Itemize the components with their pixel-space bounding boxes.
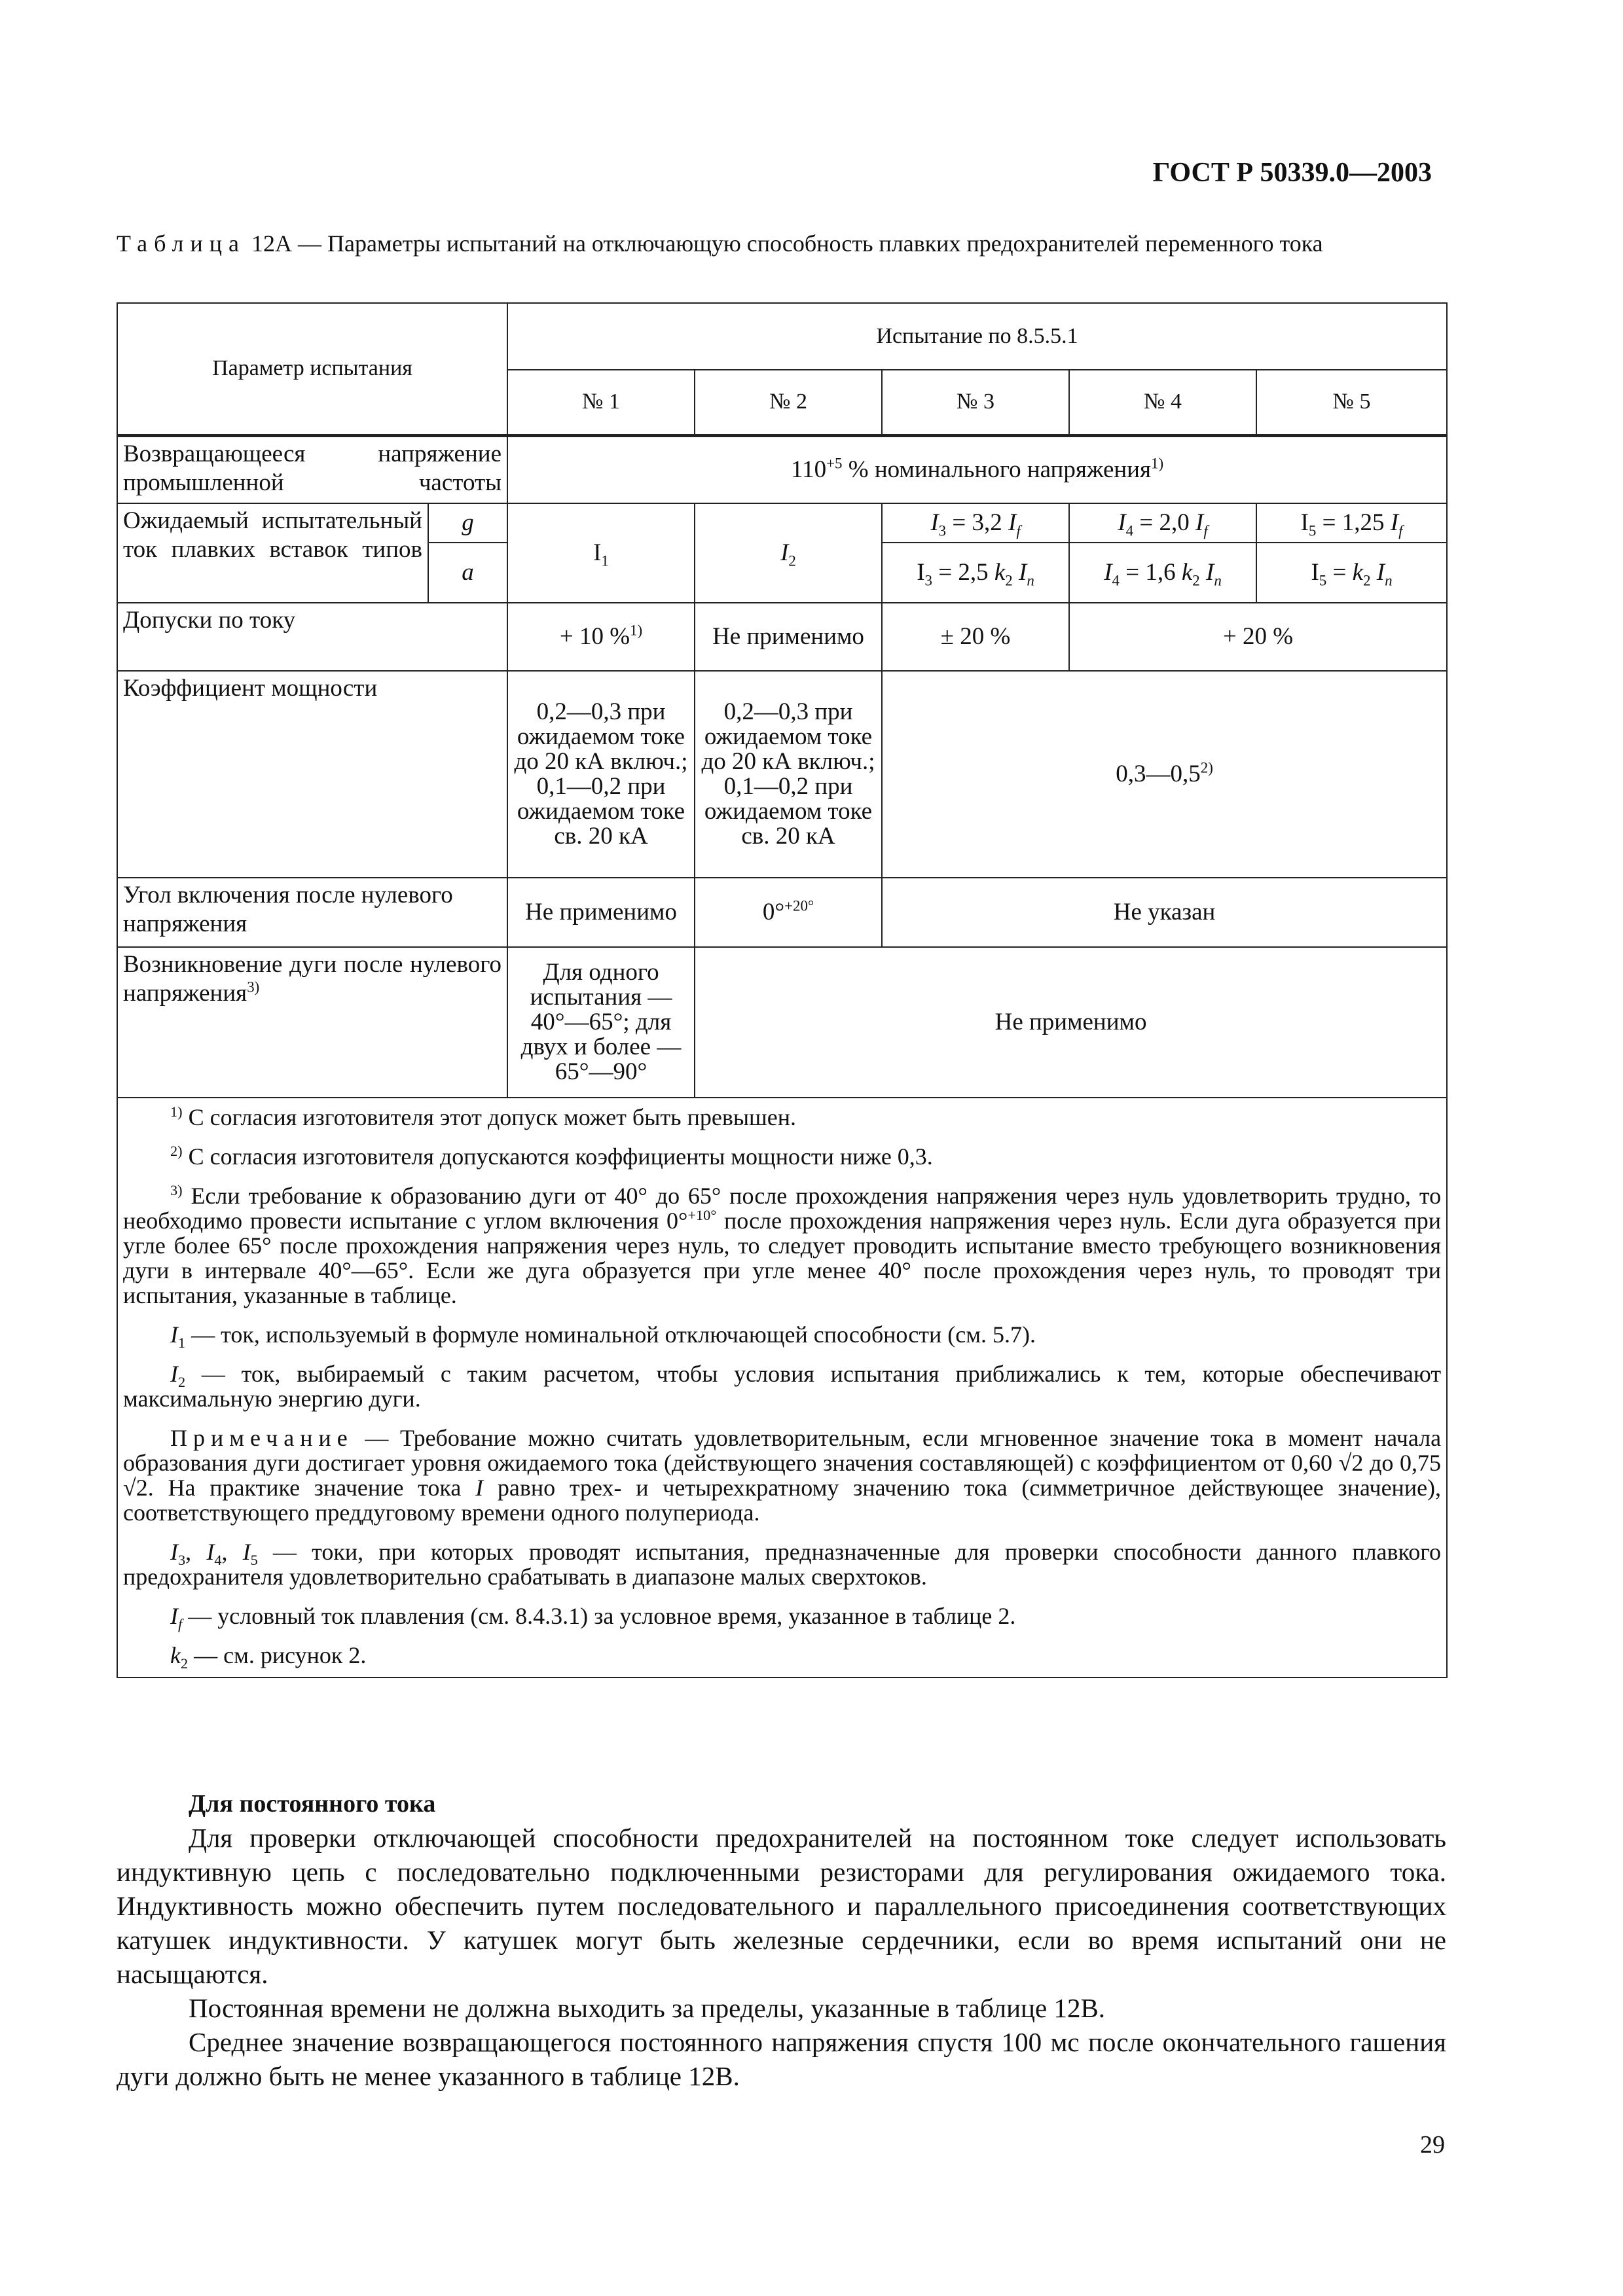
footnote-3: $^{3)}$ Если требование к образованию дуги от 40° до 65° после прохождения напряжения через нуль удовлетворить трудно, то необходимо провести испытание с углом включения 0°$^{+10^\circ}$ после прохождения напряжения через нуль. Если дуга образуется при угле более 65° после прохождения напряжения через нуль, то следует проводить испытание вместо требующего возникновения дуги в интервале 40°—65°. Если же дуга образуется при угле менее 40° после прохождения через нуль, то проводят три испытания, указанные в таблице.: [123, 1182, 1442, 1308]
current-g-test-5: $I_5 = 1,25$ $I_f$: [1256, 503, 1447, 543]
definition-i2: $I_2$ — ток, выбираемый с таким расчетом, чтобы условия испытания приближались к тем, которые обеспечивают максимальную энергию дуги.: [123, 1361, 1442, 1412]
test-parameters-table: [117, 302, 1448, 1678]
footnote-2: $^{2)}$ С согласия изготовителя допускаются коэффициенты мощности ниже 0,3.: [170, 1143, 933, 1170]
caption-text: 12А — Параметры испытаний на отключающую способность плавких предохранителей переменного тока: [251, 230, 1323, 257]
header-test: Испытание по 8.5.5.1: [507, 303, 1447, 370]
tolerance-test-1: + 10 %$^{1)}$: [507, 603, 695, 671]
caption-word: Таблица: [117, 230, 246, 257]
header-test-no: № 4: [1069, 370, 1256, 435]
table-footnotes: [117, 1098, 1447, 1677]
header-test-no: № 5: [1256, 370, 1447, 435]
row-label-angle: Угол включения после нулевого напряжения: [117, 878, 507, 947]
fuse-type-g: g: [428, 503, 507, 543]
row-label-arc: Возникновение дуги после нулевого напряжения$^{3)}$: [117, 947, 507, 1098]
current-g-test-4: $I_4 = 2,0$ $I_f$: [1069, 503, 1256, 543]
power-factor-test-3-5: 0,3—0,5$^{2)}$: [882, 671, 1447, 878]
dc-section: [117, 1787, 1446, 2093]
paragraph: Постоянная времени не должна выходить за пределы, указанные в таблице 12В.: [189, 1993, 1106, 2023]
definition-k2: $k_2$ — см. рисунок 2.: [170, 1642, 367, 1672]
header-parameter: Параметр испытания: [117, 303, 507, 435]
row-label-current: Ожидаемый испытательный ток плавких вставок типов: [117, 503, 428, 603]
header-test-no: № 1: [507, 370, 695, 435]
arc-test-1: Для одного испытания — 40°—65°; для двух и более — 65°—90°: [507, 947, 695, 1098]
paragraph: Среднее значение возвращающегося постоянного напряжения спустя 100 мс после окончательного гашения дуги должно быть не менее указанного в таблице 12В.: [117, 2027, 1446, 2091]
arc-test-2-5: Не применимо: [695, 947, 1447, 1098]
table-caption: [117, 229, 1446, 258]
footnote-1: $^{1)}$ С согласия изготовителя этот допуск может быть превышен.: [170, 1103, 796, 1130]
angle-test-3-5: Не указан: [882, 878, 1447, 947]
remark: Примечание — Требование можно считать удовлетворительным, если мгновенное значение тока в момент начала образования дуги достигает уровня ожидаемого тока (действующего значения составляющей) с коэффициентом от 0,60 √2 до 0,75 √2. На практике значение тока I равно трех- и четырехкратному значению тока (симметричное действующее значение), соответствующего преддуговому времени одного полупериода.: [123, 1425, 1442, 1526]
definition-i1: $I_1$ — ток, используемый в формуле номинальной отключающей способности (см. 5.7).: [170, 1321, 1036, 1352]
paragraph: Для проверки отключающей способности предохранителей на постоянном токе следует использовать индуктивную цепь с последовательно подключенными резисторами для регулирования ожидаемого тока. Индуктивность можно обеспечить путем последовательного и параллельного присоединения соответствующих катушек индуктивности. У катушек могут быть железные сердечники, если во время испытаний они не насыщаются.: [117, 1823, 1446, 1989]
tolerance-test-2: Не применимо: [695, 603, 882, 671]
current-a-test-4: $I_4 = 1,6$ $k_2$ $I_n$: [1069, 543, 1256, 603]
header-test-no: № 3: [882, 370, 1069, 435]
fuse-type-a: a: [428, 543, 507, 603]
definition-i3-i5: $I_3$, $I_4$, $I_5$ — токи, при которых проводят испытания, предназначенные для проверки способности данного плавкого предохранителя удовлетворительно срабатывать в диапазоне малых сверхтоков.: [123, 1539, 1442, 1590]
current-a-test-3: $I_3 = 2,5$ $k_2$ $I_n$: [882, 543, 1069, 603]
current-g-test-3: $I_3 = 3,2$ $I_f$: [882, 503, 1069, 543]
power-factor-test-2: 0,2—0,3 при ожидаемом токе до 20 кА включ.; 0,1—0,2 при ожидаемом токе св. 20 кА: [695, 671, 882, 878]
row-label-voltage: Возвращающееся напряжение промышленной частоты: [117, 435, 507, 503]
current-a-test-5: $I_5 = k_2$ $I_n$: [1256, 543, 1447, 603]
header-test-no: № 2: [695, 370, 882, 435]
tolerance-test-4-5: + 20 %: [1069, 603, 1447, 671]
row-label-power-factor: Коэффициент мощности: [117, 671, 507, 878]
voltage-value: $110^{+5}$ % номинального напряжения$^{1)}$: [507, 435, 1447, 503]
standard-number: ГОСТ Р 50339.0—2003: [1152, 158, 1432, 188]
current-test-1: $I_1$: [507, 503, 695, 603]
tolerance-test-3: ± 20 %: [882, 603, 1069, 671]
angle-test-2: 0°$^{+20^\circ}$: [695, 878, 882, 947]
power-factor-test-1: 0,2—0,3 при ожидаемом токе до 20 кА включ.; 0,1—0,2 при ожидаемом токе св. 20 кА: [507, 671, 695, 878]
definition-if: $I_f$ — условный ток плавления (см. 8.4.3.1) за условное время, указанное в таблице 2.: [170, 1603, 1016, 1633]
angle-test-1: Не применимо: [507, 878, 695, 947]
page-number: 29: [1420, 2131, 1445, 2159]
current-test-2: $I_2$: [695, 503, 882, 603]
row-label-tolerance: Допуски по току: [117, 603, 507, 671]
section-title: Для постоянного тока: [189, 1790, 436, 1818]
